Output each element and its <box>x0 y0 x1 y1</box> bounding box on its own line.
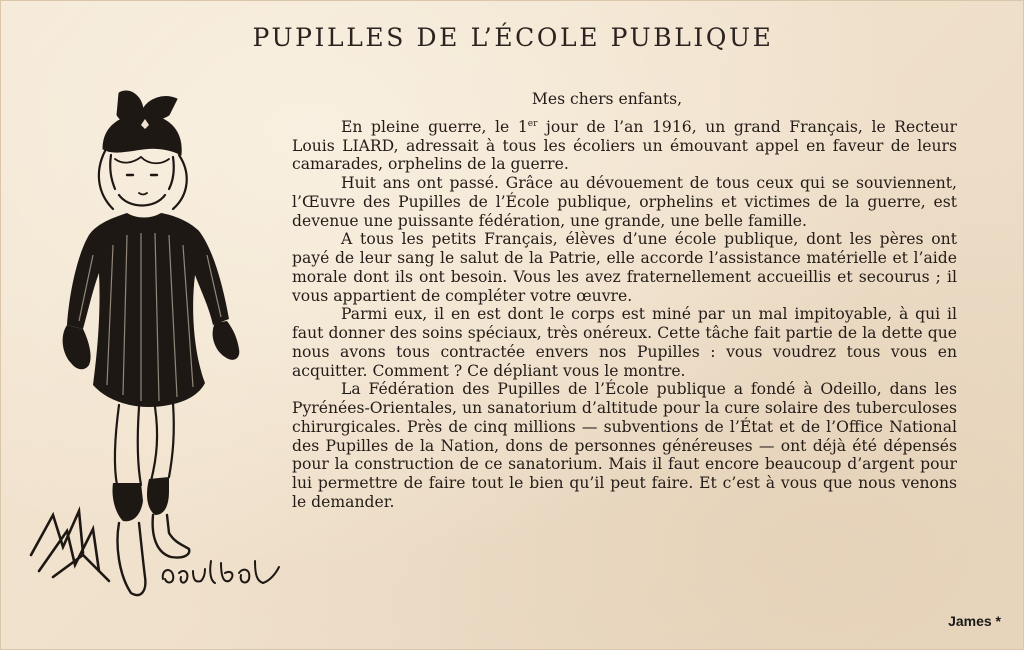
photo-credit: James * <box>948 613 1001 629</box>
signature-icon <box>163 561 279 583</box>
right-glove-icon <box>213 321 240 360</box>
paragraph-2: Huit ans ont passé. Grâce au dévouement de tous ceux qui se souviennent, l’Œuvre des Pupilles de l’École publique, orphelins et victimes de la guerre, est devenue une puissante fédération, une grande, une belle famille. <box>292 174 957 230</box>
illustration <box>23 85 303 605</box>
left-glove-icon <box>63 325 91 369</box>
paragraph-1-rest: jour de l’an 1916, un grand Français, le Recteur Louis LIARD, adressait à tous les écoliers un émouvant appel en faveur de leurs camarades, orphelins de la guerre. <box>292 117 957 174</box>
paragraph-3: A tous les petits Français, élèves d’une école publique, dont les pères ont payé de leur sang le salut de la Patrie, elle accorde l’assistance matérielle et l’aide morale dont ils ont besoin. Vous les avez fraternellement accueillis et secourus ; il vous appartient de compléter votre œuvre. <box>292 230 957 305</box>
paragraph-1-start: En pleine guerre, le 1 <box>341 117 528 136</box>
dress-shape <box>67 213 229 407</box>
hat-shape <box>103 115 181 155</box>
salutation: Mes chers enfants, <box>531 90 683 108</box>
card-title: PUPILLES DE L’ÉCOLE PUBLIQUE <box>252 22 774 53</box>
letter-body <box>292 90 957 512</box>
little-girl-drawing-icon <box>23 85 303 605</box>
paragraph-5: La Fédération des Pupilles de l’École publique a fondé à Odeillo, dans les Pyrénées-Orientales, un sanatorium d’altitude pour la cure solaire des tuberculoses chirurgicales. Près de cinq millions — subventions de l’État et de l’Office National des Pupilles de la Nation, dons de personnes généreuses — ont déjà été dépensés pour la construction de ce sanatorium. Mais il faut encore beaucoup d’argent pour lui permettre de faire tout le bien qu’il peut faire. Et c’est à vous que nous venons le demander. <box>292 380 957 511</box>
ordinal-suffix: er <box>527 118 538 129</box>
paragraph-4: Parmi eux, il en est dont le corps est miné par un mal impitoyable, à qui il faut donner des soins spéciaux, très onéreux. Cette tâche fait partie de la dette que nous avons tous contractée envers nos Pupilles : vous voudrez tous vous en acquitter. Comment ? Ce dépliant vous le montre. <box>292 305 957 380</box>
paragraph-1 <box>292 118 957 174</box>
